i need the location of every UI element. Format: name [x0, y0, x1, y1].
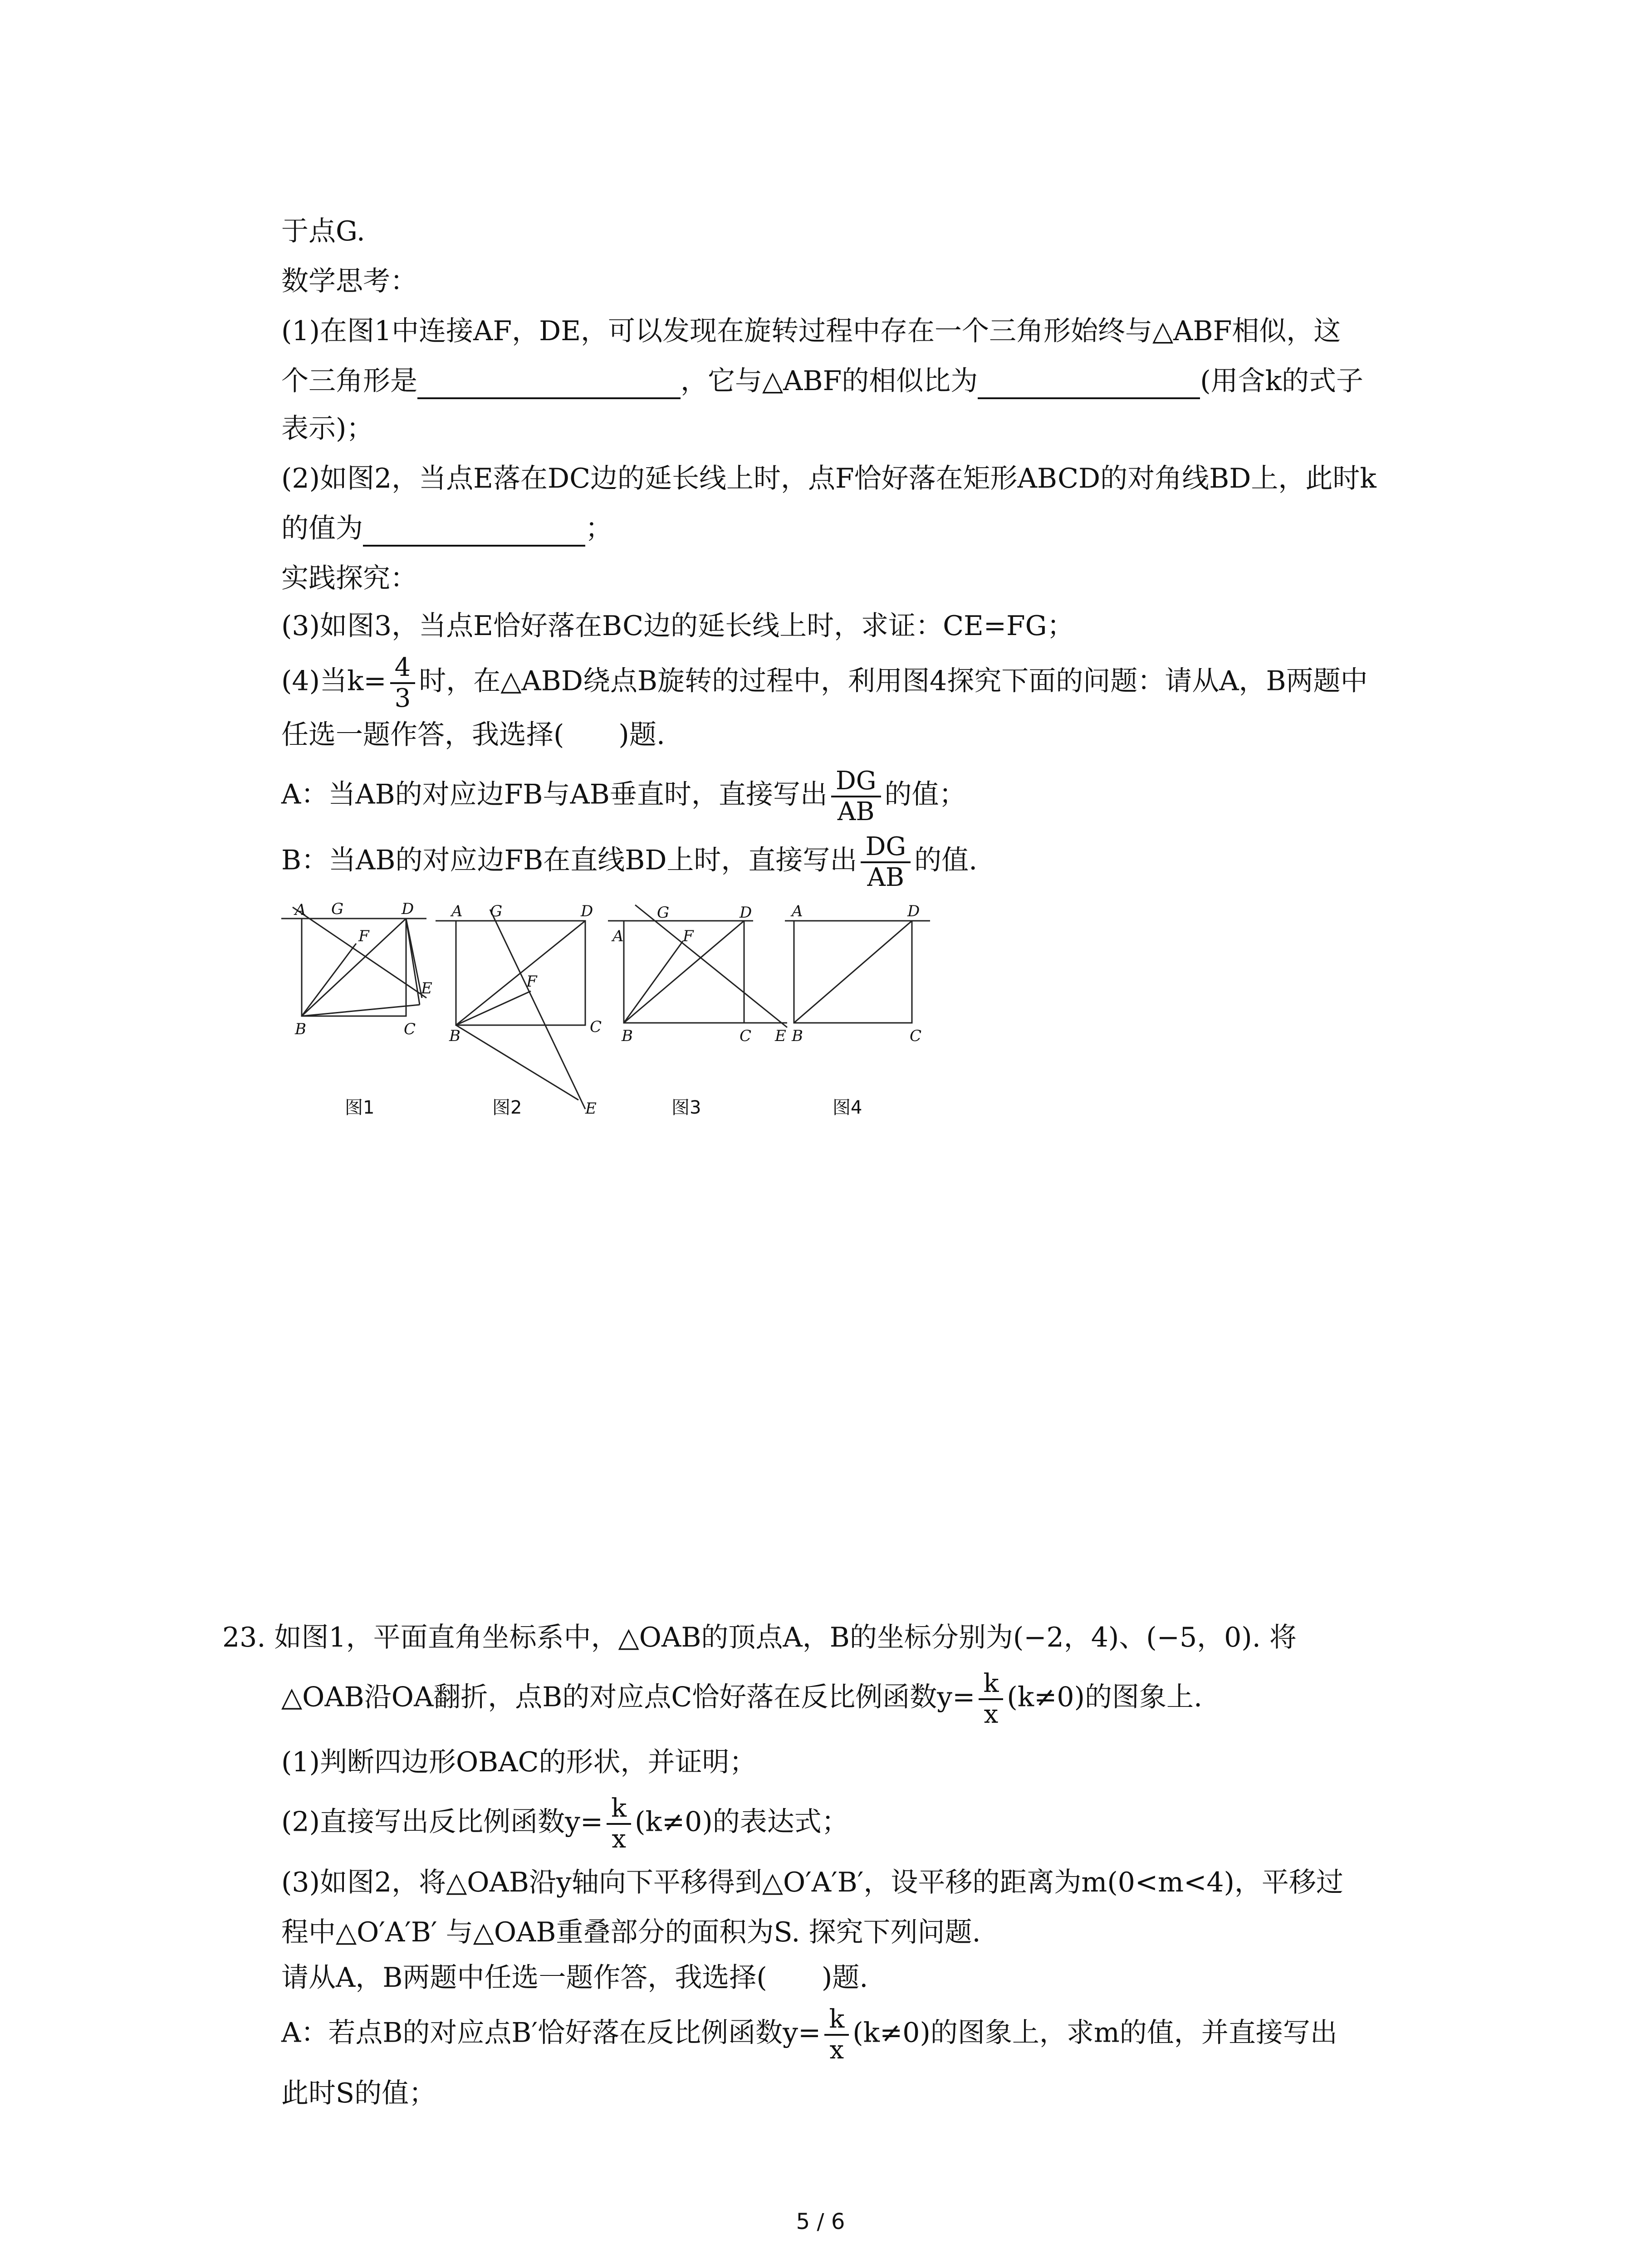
point-label: G	[657, 904, 670, 922]
question-2: (2)如图2，当点E落在DC边的延长线上时，点F恰好落在矩形ABCD的对角线BD上，此时k	[281, 463, 1376, 494]
point-label: B	[792, 1027, 803, 1045]
point-label: G	[490, 902, 503, 920]
fraction-numerator: DG	[831, 767, 881, 797]
fraction-denominator: 3	[394, 684, 411, 713]
text-span: ，它与△ABF的相似比为	[681, 365, 978, 397]
point-label: G	[331, 900, 344, 918]
point-label: B	[449, 1027, 460, 1045]
point-label: C	[404, 1020, 416, 1038]
choice-a	[281, 767, 966, 826]
question-1: (1)判断四边形OBAC的形状，并证明；	[281, 1746, 757, 1778]
text-line: 于点G.	[281, 215, 365, 247]
point-label: C	[910, 1027, 922, 1045]
question-1: (1)在图1中连接AF，DE，可以发现在旋转过程中存在一个三角形始终与△ABF相似，这	[281, 315, 1341, 347]
fraction-denominator: AB	[837, 797, 875, 826]
point-label: A	[451, 902, 463, 920]
fraction	[390, 653, 416, 713]
text-span: 时，在△ABD绕点B旋转的过程中，利用图4探究下面的问题：请从A，B两题中	[419, 665, 1368, 697]
figures-row	[277, 896, 957, 1123]
question-1-cont	[281, 363, 1363, 399]
figure-2	[436, 909, 585, 1109]
text-span: 个三角形是	[281, 365, 417, 397]
figure-caption: 图2	[492, 1097, 522, 1118]
text-span: △OAB沿OA翻折，点B的对应点C恰好落在反比例函数y=	[281, 1681, 975, 1713]
fraction	[824, 2005, 849, 2065]
fraction-denominator: x	[829, 2035, 844, 2065]
point-label: A	[792, 902, 803, 920]
text-span: B：当AB的对应边FB在直线BD上时，直接写出	[281, 844, 857, 876]
figure-3	[608, 905, 787, 1027]
fraction	[979, 1669, 1003, 1729]
text-line: 任选一题作答，我选择( )题.	[281, 719, 665, 751]
point-label: D	[402, 900, 414, 918]
point-label: E	[585, 1100, 597, 1118]
fraction-denominator: x	[612, 1824, 626, 1854]
choice-b	[281, 832, 977, 892]
point-label: C	[740, 1027, 752, 1045]
answer-blank[interactable]	[417, 367, 681, 399]
question-3-cont: 程中△O′A′B′ 与△OAB重叠部分的面积为S. 探究下列问题.	[281, 1916, 981, 1948]
fraction-numerator: k	[824, 2005, 849, 2036]
page-number: 5 / 6	[796, 2209, 845, 2234]
question-2-cont	[281, 510, 612, 547]
text-line: 此时S的值；	[281, 2077, 436, 2109]
point-label: C	[590, 1018, 602, 1036]
text-span: ；	[585, 513, 612, 544]
point-label: D	[740, 904, 752, 922]
question-3: (3)如图3，当点E恰好落在BC边的延长线上时，求证：CE=FG；	[281, 610, 1074, 642]
text-span: (k≠0)的表达式；	[635, 1806, 849, 1838]
section-heading: 实践探究：	[281, 562, 417, 594]
point-label: A	[295, 901, 306, 919]
fraction-numerator: DG	[861, 832, 911, 863]
answer-blank[interactable]	[363, 515, 585, 547]
fraction	[831, 767, 881, 826]
point-label: A	[612, 927, 624, 945]
text-span: A：当AB的对应边FB与AB垂直时，直接写出	[281, 778, 828, 811]
point-label: F	[358, 927, 369, 945]
text-span: 的值.	[914, 844, 978, 876]
text-span: (k≠0)的图象上，求m的值，并直接写出	[852, 2017, 1337, 2049]
text-line: 请从A，B两题中任选一题作答，我选择( )题.	[281, 1962, 868, 1994]
figure-4	[785, 921, 930, 1023]
fraction-denominator: x	[984, 1700, 999, 1729]
point-label: D	[581, 902, 593, 920]
fraction-numerator: k	[607, 1794, 631, 1825]
question-3: (3)如图2，将△OAB沿y轴向下平移得到△O′A′B′，设平移的距离为m(0<m<4)，平移过	[281, 1867, 1343, 1898]
answer-blank[interactable]	[978, 367, 1200, 399]
fraction	[861, 832, 911, 892]
fraction-denominator: AB	[867, 863, 905, 892]
figure-1	[281, 907, 426, 1016]
geometry-figures	[277, 896, 957, 1123]
point-label: B	[622, 1027, 633, 1045]
point-label: D	[907, 902, 920, 920]
text-span: 的值；	[884, 778, 966, 811]
question-2	[281, 1794, 849, 1854]
choice-a	[281, 2005, 1337, 2065]
section-heading: 数学思考：	[281, 265, 417, 297]
text-span: (4)当k=	[281, 665, 387, 697]
fraction	[607, 1794, 631, 1854]
point-label: F	[683, 927, 694, 945]
problem-23-stem-cont	[281, 1669, 1202, 1729]
fraction-numerator: k	[979, 1669, 1003, 1700]
text-span: A：若点B的对应点B′恰好落在反比例函数y=	[281, 2017, 821, 2049]
text-span: (k≠0)的图象上.	[1007, 1681, 1203, 1713]
text-span: 的值为	[281, 513, 363, 544]
figure-caption: 图1	[345, 1097, 375, 1118]
point-label: F	[526, 973, 537, 991]
figure-caption: 图3	[671, 1097, 701, 1118]
text-span: (用含k的式子	[1200, 365, 1363, 397]
point-label: E	[775, 1027, 786, 1045]
point-label: E	[421, 979, 432, 997]
question-4	[281, 653, 1368, 713]
text-line: 表示)；	[281, 413, 374, 445]
fraction-numerator: 4	[390, 653, 416, 684]
problem-23-stem: 23. 如图1，平面直角坐标系中，△OAB的顶点A，B的坐标分别为(−2，4)、(−5，0). 将	[222, 1622, 1297, 1653]
text-span: (2)直接写出反比例函数y=	[281, 1806, 603, 1838]
point-label: B	[295, 1020, 306, 1038]
figure-caption: 图4	[833, 1097, 862, 1118]
